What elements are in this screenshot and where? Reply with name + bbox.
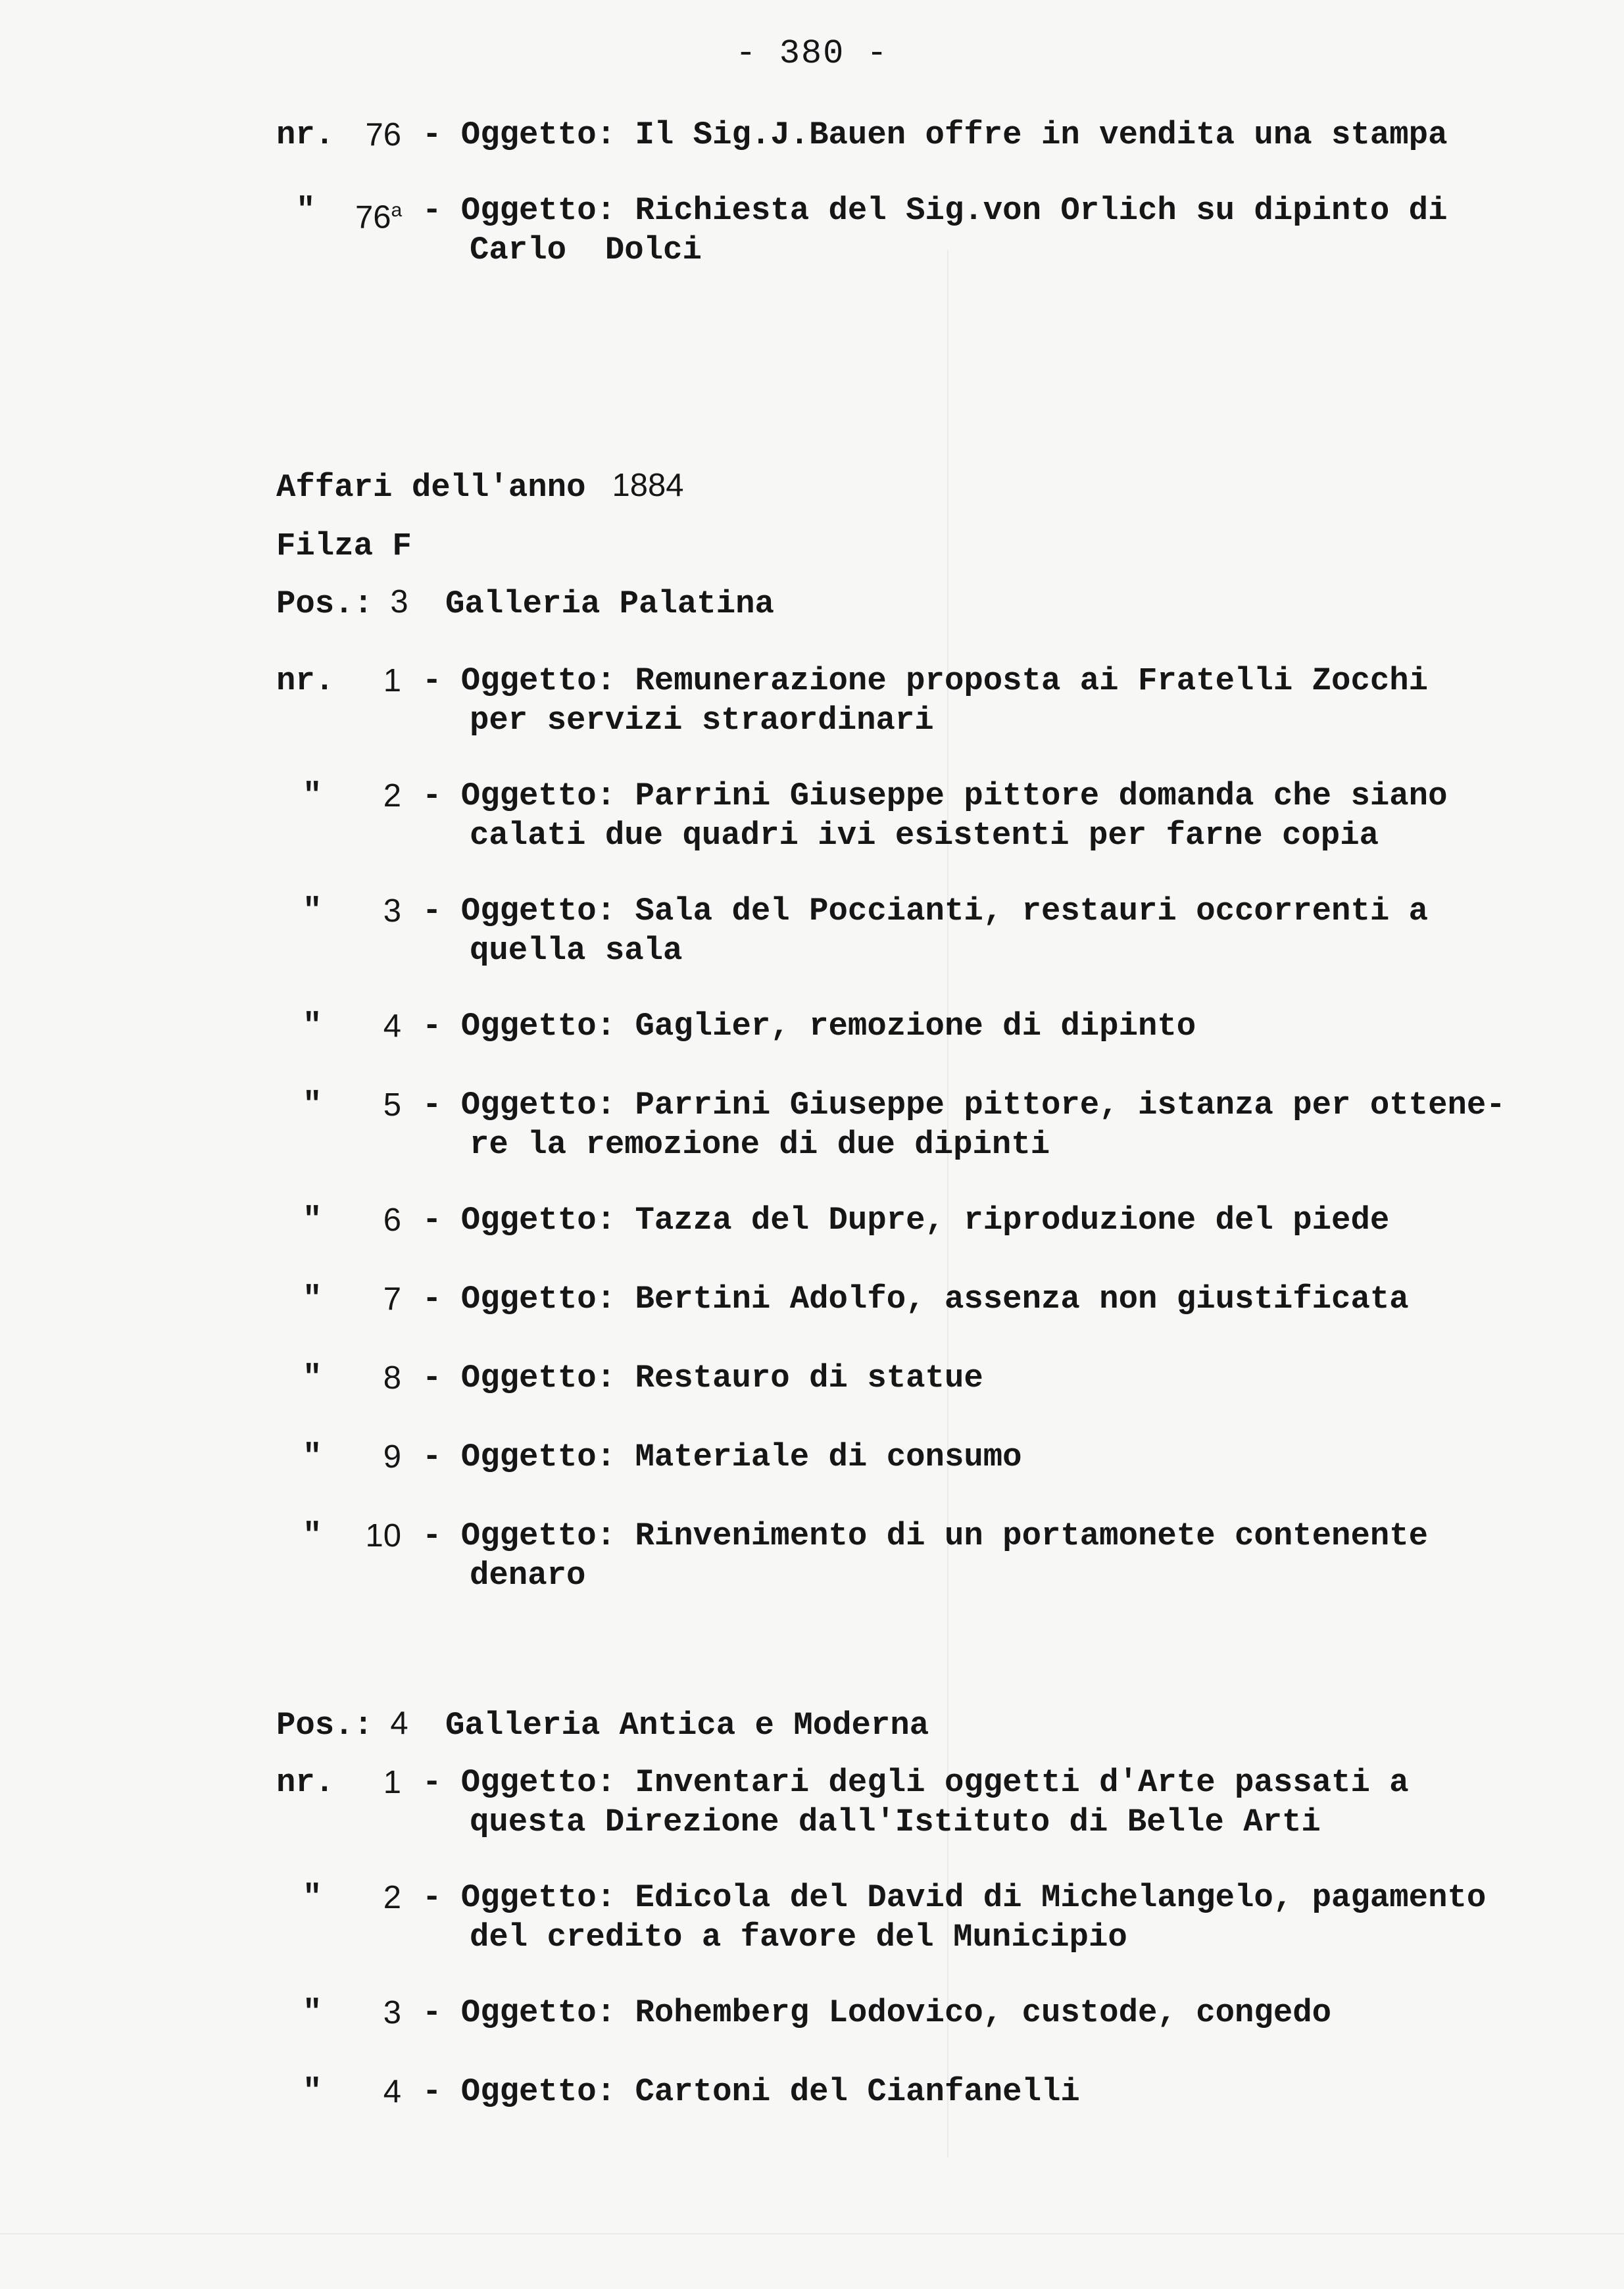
entry-number: 4 xyxy=(383,2074,401,2109)
entry-text xyxy=(401,1279,1579,1319)
pos-number: 3 xyxy=(390,584,408,620)
entry-text xyxy=(401,2072,1579,2111)
page-number: - 380 - xyxy=(735,34,889,73)
entry-prefix: nr. xyxy=(276,1764,335,1801)
entry-subject-label: - Oggetto: xyxy=(422,1439,616,1475)
pos-number: 4 xyxy=(390,1706,408,1741)
entry-number: 8 xyxy=(383,1360,401,1396)
filza-heading: Filza F xyxy=(276,528,412,564)
entry-subject-label: - Oggetto: xyxy=(422,662,616,699)
entry-number: 1 xyxy=(383,663,401,699)
entry-description: Edicola del David di Michelangelo, pagamento del credito a favore del Municipio xyxy=(470,1879,1487,1956)
list-item xyxy=(276,2072,1579,2111)
entry-prefix: nr. xyxy=(276,116,335,153)
entry-number: 4 xyxy=(383,1008,401,1044)
entry-number: 76$^a$ xyxy=(355,199,403,235)
entry-description: Richiesta del Sig.von Orlich su dipinto di Carlo Dolci xyxy=(470,192,1448,268)
entry-subject-label: - Oggetto: xyxy=(422,1879,616,1916)
entry-text xyxy=(401,1763,1579,1842)
list-item xyxy=(276,115,1579,155)
entry-description: Materiale di consumo xyxy=(635,1439,1022,1475)
entry-prefix: nr. xyxy=(276,662,335,699)
list-item xyxy=(276,776,1579,855)
entry-superscript: a xyxy=(391,199,403,221)
list-item xyxy=(276,1763,1579,1842)
entry-description: Rinvenimento di un portamonete contenente denaro xyxy=(470,1517,1429,1594)
entry-subject-label: - Oggetto: xyxy=(422,777,616,814)
section-heading-pos3 xyxy=(276,582,774,624)
entry-number: 7 xyxy=(383,1281,401,1317)
entry-number: 2 xyxy=(383,1880,401,1915)
list-item xyxy=(276,191,1579,270)
entry-text xyxy=(401,115,1579,155)
entry-subject-label: - Oggetto: xyxy=(422,1994,616,2031)
entry-text xyxy=(401,1878,1579,1957)
entry-subject-label: - Oggetto: xyxy=(422,1517,616,1554)
entry-description: Parrini Giuseppe pittore domanda che siano calati due quadri ivi esistenti per farne copia xyxy=(470,777,1448,854)
section-title: Galleria Antica e Moderna xyxy=(445,1707,929,1744)
entry-subject-label: - Oggetto: xyxy=(422,192,616,229)
entry-description: Parrini Giuseppe pittore, istanza per ottene- re la remozione di due dipinti xyxy=(470,1087,1506,1163)
entry-description: Sala del Poccianti, restauri occorrenti a quella sala xyxy=(470,893,1429,969)
entry-number: 5 xyxy=(383,1087,401,1123)
entry-prefix: " xyxy=(303,777,322,814)
entry-number: 6 xyxy=(383,1202,401,1238)
entry-description: Restauro di statue xyxy=(635,1360,983,1396)
entry-prefix: " xyxy=(303,1202,322,1239)
list-item xyxy=(276,1085,1579,1164)
scan-artifact xyxy=(947,250,948,2157)
entry-prefix: " xyxy=(303,1994,322,2031)
entry-number: 76 xyxy=(365,117,401,153)
list-item xyxy=(276,661,1579,740)
entry-text xyxy=(401,661,1579,740)
list-item xyxy=(276,1358,1579,1398)
list-item xyxy=(276,1437,1579,1477)
entry-subject-label: - Oggetto: xyxy=(422,1360,616,1396)
entry-prefix: " xyxy=(303,1087,322,1123)
entry-text xyxy=(401,891,1579,970)
section-heading-pos4 xyxy=(276,1704,929,1745)
entry-subject-label: - Oggetto: xyxy=(422,1087,616,1123)
entry-description: Il Sig.J.Bauen offre in vendita una stampa xyxy=(635,116,1448,153)
list-item xyxy=(276,1006,1579,1046)
list-item xyxy=(276,1200,1579,1240)
entry-description: Tazza del Dupre, riproduzione del piede xyxy=(635,1202,1390,1239)
entry-text xyxy=(401,1085,1579,1164)
entry-prefix: " xyxy=(303,1281,322,1317)
list-item xyxy=(276,891,1579,970)
pos-label: Pos.: xyxy=(276,1707,374,1744)
entry-description: Bertini Adolfo, assenza non giustificata xyxy=(635,1281,1409,1317)
pos-label: Pos.: xyxy=(276,585,374,622)
entry-text xyxy=(401,1516,1579,1595)
entry-prefix: " xyxy=(303,1879,322,1916)
entry-prefix: " xyxy=(296,192,316,229)
list-item xyxy=(276,1993,1579,2032)
entry-prefix: " xyxy=(303,1439,322,1475)
entry-number: 3 xyxy=(383,893,401,929)
section-title: Galleria Palatina xyxy=(445,585,774,622)
entry-subject-label: - Oggetto: xyxy=(422,2073,616,2110)
entry-prefix: " xyxy=(303,1008,322,1045)
entry-number: 10 xyxy=(365,1518,401,1554)
entry-number: 9 xyxy=(383,1439,401,1475)
entry-prefix: " xyxy=(303,1517,322,1554)
entry-number: 3 xyxy=(383,1995,401,2031)
entry-text xyxy=(401,776,1579,855)
entry-subject-label: - Oggetto: xyxy=(422,1008,616,1045)
entry-subject-label: - Oggetto: xyxy=(422,1764,616,1801)
entry-description: Rohemberg Lodovico, custode, congedo xyxy=(635,1994,1332,2031)
entry-text xyxy=(401,1006,1579,1046)
entry-subject-label: - Oggetto: xyxy=(422,116,616,153)
entry-prefix: " xyxy=(303,893,322,929)
entry-subject-label: - Oggetto: xyxy=(422,1281,616,1317)
entry-prefix: " xyxy=(303,1360,322,1396)
entry-text xyxy=(401,1993,1579,2032)
affari-year: 1884 xyxy=(612,468,684,503)
affari-label: Affari dell'anno xyxy=(276,469,586,506)
entry-description: Remunerazione proposta ai Fratelli Zocchi per servizi straordinari xyxy=(470,662,1429,739)
list-item xyxy=(276,1279,1579,1319)
entry-subject-label: - Oggetto: xyxy=(422,1202,616,1239)
affari-heading xyxy=(276,466,684,507)
scan-artifact xyxy=(0,2233,1624,2234)
entry-text xyxy=(401,1200,1579,1240)
list-item xyxy=(276,1878,1579,1957)
entry-text xyxy=(401,191,1579,270)
entry-number: 2 xyxy=(383,778,401,814)
entry-text xyxy=(401,1358,1579,1398)
entry-text xyxy=(401,1437,1579,1477)
entry-description: Cartoni del Cianfanelli xyxy=(635,2073,1080,2110)
entry-description: Gaglier, remozione di dipinto xyxy=(635,1008,1196,1045)
entry-subject-label: - Oggetto: xyxy=(422,893,616,929)
entry-description: Inventari degli oggetti d'Arte passati a questa Direzione dall'Istituto di Belle Arti xyxy=(470,1764,1409,1840)
list-item xyxy=(276,1516,1579,1595)
entry-number: 1 xyxy=(383,1765,401,1800)
entry-prefix: " xyxy=(303,2073,322,2110)
